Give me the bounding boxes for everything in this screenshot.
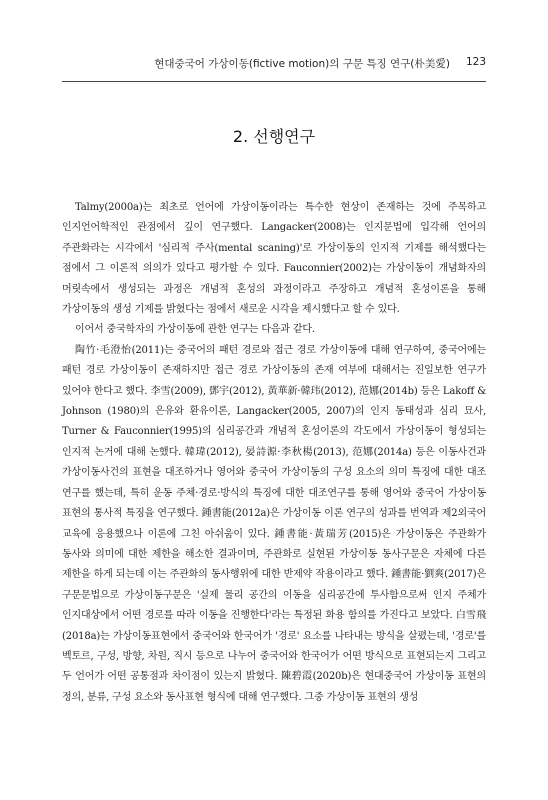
running-head-title: 현대중국어 가상이동(fictive motion)의 구문 특징 연구(朴美愛) [154,58,450,70]
header-divider [62,81,486,82]
paragraph-transition: 이어서 중국학자의 가상이동에 관한 연구는 다음과 같다. [75,324,315,336]
running-head [62,56,486,71]
paragraph-chinese-studies: 陶竹·毛澄怡(2011)는 중국어의 패턴 경로와 접근 경로 가상이동에 대해 연구하여, 중국어에는 패턴 경로 가상이동이 존재하지만 접근 경로 가상이동의 존재 여부에 대해서는 진일보한 연구가 있어야 한다고 했다. 李雪(2009), 鄧宇(2012), 黃華新·韓玮(2012), 范娜(2014b) 등은 Lakoff & Johnson (1980)의 은유와 환유이론, Langacker(2005, 2007)의 인지 동태성과 심리 묘사, Turner & Fauconnier(1995)의 심리공간과 개념적 혼성이론의 각도에서 가상이동이 형성되는 인지적 논거에 대해 논했다. 韓瑋(2012), 晏詩源·李秋楊(2013), 范娜(2014a) 등은 이동사건과 가상이동사건의 표현을 대조하거나 영어와 중국어 가상이동의 구성 요소의 의미 특징에 대한 대조 연구를 했는데, 특히 운동 주체·경로·방식의 특징에 대한 대조연구를 통해 영어와 중국어 가상이동 표현의 통사적 특징을 연구했다. 鍾書能(2012a)은 가상이동 이론 연구의 성과를 번역과 제2외국어 교육에 응용했으나 이론에 그친 아쉬움이 있다. 鍾書能·黃瑞芳(2015)은 가상이동은 주관화가 동사와 의미에 대한 제한을 해소한 결과이며, 주관화로 실현된 가상이동 동사구문은 자체에 다른 제한을 하게 되는데 이는 주관화의 동사행위에 대한 반제약 작용이라고 했다. 鍾書能·劉爽(2017)은 구문문법으로 가상이동구문은 '실제 물리 공간의 이동을 심리공간에 투사함으로써 인지 주체가 인지대상에서 어떤 경로를 따라 이동을 진행한다'라는 특정된 화용 함의를 가진다고 보았다. 白雪飛(2018a)는 가상이동표현에서 중국어와 한국어가 '경로' 요소를 나타내는 방식을 살폈는데, '경로'를 벡토르, 구성, 방향, 차원, 직시 등으로 나누어 중국어와 한국어가 어떤 방식으로 표현되는지 그리고 두 언어가 어떤 공통점과 차이점이 있는지 밝혔다. 陳碧霞(2020b)은 현대중국어 가상이동 표현의 정의, 분류, 구성 요소와 동사표현 형식에 대해 연구했다. 그중 가상이동 표현의 생성 [62,344,486,703]
body-text [62,198,486,708]
paragraph-talmy: Talmy(2000a)는 최초로 언어에 가상이동이라는 특수한 현상이 존재하는 것에 주목하고 인지언어학적인 관점에서 깊이 연구했다. Langacker(2008)는 인지문법에 입각해 언어의 주관화라는 시각에서 '심리적 주사(mental scaning)'로 가상이동의 인지적 기제를 해석했다는 점에서 그 이론적 의의가 있다고 평가할 수 있다. Fauconnier(2002)는 가상이동이 개념화자의 머릿속에서 생성되는 과정은 개념적 혼성의 과정이라고 주장하고 개념적 혼성이론을 통해 가상이동의 생성 기제를 밝혔다는 점에서 새로운 시각을 제시했다고 할 수 있다. [62,202,486,316]
page-number: 123 [465,56,486,68]
section-title: 2. 선행연구 [232,127,316,146]
